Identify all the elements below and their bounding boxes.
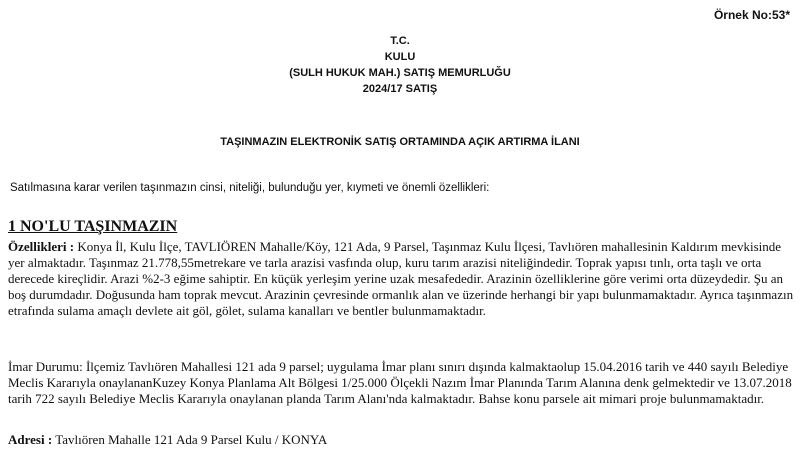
address-label: Adresi : (8, 432, 53, 447)
address-line (8, 432, 794, 448)
header-line-office: (SULH HUKUK MAH.) SATIŞ MEMURLUĞU (289, 67, 511, 79)
header-line-tc: T.C. (390, 35, 410, 47)
features-label: Özellikleri : (8, 239, 75, 254)
property-heading: 1 NO'LU TAŞINMAZIN (8, 218, 178, 235)
header-line-district: KULU (384, 51, 416, 63)
header-line-case-no: 2024/17 SATIŞ (362, 83, 438, 95)
document-header (0, 33, 800, 97)
address-text: Tavlıören Mahalle 121 Ada 9 Parsel Kulu / KONYA (52, 432, 328, 447)
zoning-paragraph: İmar Durumu: İlçemiz Tavlıören Mahallesi 121 ada 9 parsel; uygulama İmar planı sınırı dışında kalmaktaolup 15.04.2016 tarih ve 440 sayılı Belediye Meclis Kararıyla onaylananKuzey Konya Planlama Alt Bölgesi 1/25.000 Ölçekli Nazım İmar Planında Tarım Alanına denk gelmektedir ve 13.07.2018 tarih 722 sayılı Belediye Meclis Kararıyla onaylanan planda Tarım Alanı'nda kalmaktadır. Bahse konu parsele ait mimari proje bulunmamaktadır. (8, 359, 792, 406)
intro-text: Satılmasına karar verilen taşınmazın cinsi, niteliği, bulunduğu yer, kıymeti ve önemli özellikleri: (10, 182, 490, 194)
features-text: Konya İl, Kulu İlçe, TAVLIÖREN Mahalle/Köy, 121 Ada, 9 Parsel, Taşınmaz Kulu İlçesi, Tavlıören mahallesinin Kaldırım mevkisinde yer almaktadır. Taşınmaz 21.778,55metrekare ve tarla arazisi vasfında olup, kuru tarım arazisi niteliğindedir. Toprak yapısı tınlı, orta taşlı ve orta derecede kireçlidir. Arazi %2-3 eğime sahiptir. En küçük yerleşim yerine uzak mesafededir. Arazinin özelliklerine göre verimi orta düzeydedir. Şu an boş durumdadır. Doğusunda ham toprak mevcut. Arazinin çevresinde ormanlık alan ve üzerinde herhangi bir yapı bulunmamaktadır. Ayrıca taşınmazın etrafında sulama amaçlı devlete ait göl, gölet, sulama kanalları ve bentler bulunmamaktadır. (8, 239, 794, 318)
sample-number: Örnek No:53* (713, 8, 790, 22)
notice-title: TAŞINMAZIN ELEKTRONİK SATIŞ ORTAMINDA AÇIK ARTIRMA İLANI (220, 136, 580, 148)
features-paragraph (8, 239, 794, 319)
